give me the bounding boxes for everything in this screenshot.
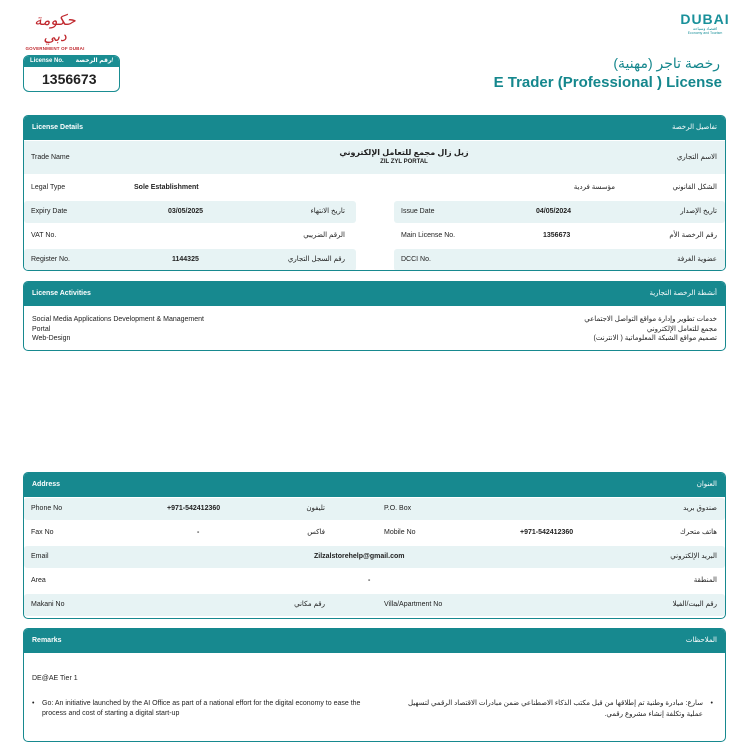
remarks-title-ar: الملاحظات <box>685 637 717 644</box>
vat-label-ar: الرقم الضريبي <box>303 232 345 239</box>
license-details-section <box>23 115 726 271</box>
activities-list-ar <box>584 315 717 344</box>
activity-item-en: Portal <box>32 325 51 333</box>
dubai-logo-sub-ar: اقتصاد وسياحة <box>692 26 718 31</box>
gov-logo-english: GOVERNMENT OF DUBAI <box>25 46 85 51</box>
area-value: - <box>368 577 371 584</box>
register-label-ar: رقم السجل التجاري <box>287 256 345 263</box>
register-row <box>24 248 725 271</box>
trade-name-arabic: زيل زال مجمع للتعامل الإلكتروني <box>339 148 469 157</box>
email-row <box>24 545 725 569</box>
remarks-bullet-en: • Go: An initiative launched by the AI Office as part of a national effort for the digital economy to ease the process and cost of starting a digital start-up <box>32 699 372 718</box>
remarks-section <box>23 628 726 742</box>
remarks-bullet-ar: • سارع: مبادرة وطنية تم إطلاقها من قبل مكتب الذكاء الاصطناعي ضمن مبادرات الاقتصاد الرقمي لتسهيل عملية وتكلفة إنشاء مشروع رقمي. <box>393 699 713 720</box>
vat-row <box>24 224 725 248</box>
expiry-date-label-en: Expiry Date <box>31 208 68 215</box>
pobox-label-ar: صندوق بريد <box>683 505 717 512</box>
dcci-label-en: DCCI No. <box>401 256 431 263</box>
expiry-date-value: 03/05/2025 <box>168 208 204 215</box>
activities-title-en: License Activities <box>32 290 91 297</box>
trade-name-label-en: Trade Name <box>31 154 70 161</box>
dubai-economy-logo <box>680 12 730 35</box>
phone-value: +971-542412360 <box>167 505 221 512</box>
legal-type-label-ar: الشكل القانوني <box>672 184 717 191</box>
license-activities-section <box>23 281 726 351</box>
activity-item-ar: مجمع للتعامل الإلكتروني <box>646 325 717 333</box>
mobile-label-ar: هاتف متحرك <box>680 529 717 536</box>
activity-item-ar: خدمات تطوير وإدارة مواقع التواصل الاجتماعي <box>584 316 717 323</box>
email-label-ar: البريد الإلكتروني <box>670 553 717 560</box>
mobile-label-en: Mobile No <box>384 529 416 536</box>
makani-row <box>24 593 725 617</box>
area-row <box>24 569 725 593</box>
license-no-label-en: License No. <box>30 58 64 64</box>
activities-list-en <box>32 315 204 344</box>
activity-item-ar: تصميم مواقع الشبكة المعلوماتية ( الانترنت) <box>593 335 717 342</box>
address-title-ar: العنوان <box>696 481 717 488</box>
phone-row <box>24 497 725 521</box>
email-label-en: Email <box>31 553 49 560</box>
government-of-dubai-logo <box>22 11 88 51</box>
remarks-tier: DE@AE Tier 1 <box>32 675 78 682</box>
fax-row <box>24 521 725 545</box>
main-license-label-ar: رقم الرخصة الأم <box>669 232 717 239</box>
activity-item-en: Social Media Applications Development & Management <box>32 316 204 323</box>
trade-name-english: ZIL ZYL PORTAL <box>380 159 428 165</box>
phone-label-ar: تليفون <box>306 505 325 512</box>
area-label-ar: المنطقة <box>693 577 717 584</box>
license-number-box <box>23 55 120 92</box>
remarks-title-en: Remarks <box>32 637 62 644</box>
activity-item-en: Web-Design <box>32 335 71 342</box>
pobox-label-en: P.O. Box <box>384 505 412 512</box>
section-title-en: License Details <box>32 124 83 131</box>
vat-label-en: VAT No. <box>31 232 57 239</box>
trade-name-label-ar: الاسم التجاري <box>676 154 717 161</box>
main-license-value: 1356673 <box>543 232 571 239</box>
remarks-header <box>24 629 725 653</box>
dcci-label-ar: عضوية الغرفة <box>677 256 717 263</box>
mobile-value: +971-542412360 <box>520 529 574 536</box>
fax-value: - <box>197 529 200 536</box>
license-details-header <box>24 116 725 140</box>
issue-date-label-ar: تاريخ الإصدار <box>680 208 717 215</box>
phone-label-en: Phone No <box>31 505 63 512</box>
register-label-en: Register No. <box>31 256 70 263</box>
issue-date-value: 04/05/2024 <box>536 208 572 215</box>
area-label-en: Area <box>31 577 46 584</box>
email-value: Zilzalstorehelp@gmail.com <box>314 553 405 560</box>
address-section <box>23 472 726 619</box>
legal-type-row <box>24 176 725 200</box>
dubai-logo-sub-en: Economy and Tourism <box>687 31 723 35</box>
address-header <box>24 473 725 497</box>
register-value: 1144325 <box>172 256 199 263</box>
fax-label-en: Fax No <box>31 529 54 536</box>
legal-type-value-en: Sole Establishment <box>134 184 199 191</box>
villa-label-ar: رقم البيت/الفيلا <box>672 601 717 608</box>
issue-date-label-en: Issue Date <box>401 208 435 215</box>
legal-type-value-ar: مؤسسة فردية <box>573 184 615 191</box>
license-number: 1356673 <box>42 71 97 87</box>
license-no-label-ar: رقم الرخصة/ <box>75 58 113 64</box>
address-title-en: Address <box>32 481 61 488</box>
section-title-ar: تفاصيل الرخصة <box>671 124 717 131</box>
license-activities-header <box>24 282 725 306</box>
remarks-body <box>24 653 725 742</box>
dates-row <box>24 200 725 224</box>
main-license-label-en: Main License No. <box>401 232 456 239</box>
fax-label-ar: فاكس <box>307 529 325 536</box>
activities-title-ar: أنشطة الرخصة التجارية <box>649 290 717 297</box>
legal-type-label-en: Legal Type <box>31 184 66 191</box>
villa-label-en: Villa/Apartment No <box>384 601 443 608</box>
makani-label-ar: رقم مكاني <box>294 601 325 608</box>
license-title-arabic: رخصة تاجر (مهنية) <box>613 55 720 71</box>
gov-logo-arabic: حكومة دبي <box>34 11 76 45</box>
expiry-date-label-ar: تاريخ الانتهاء <box>310 208 345 215</box>
activities-body <box>24 306 725 351</box>
makani-label-en: Makani No <box>31 601 65 608</box>
license-title-english: E Trader (Professional ) License <box>493 74 722 91</box>
trade-name-row <box>24 140 725 176</box>
dubai-logo-word: DUBAI <box>680 11 730 27</box>
